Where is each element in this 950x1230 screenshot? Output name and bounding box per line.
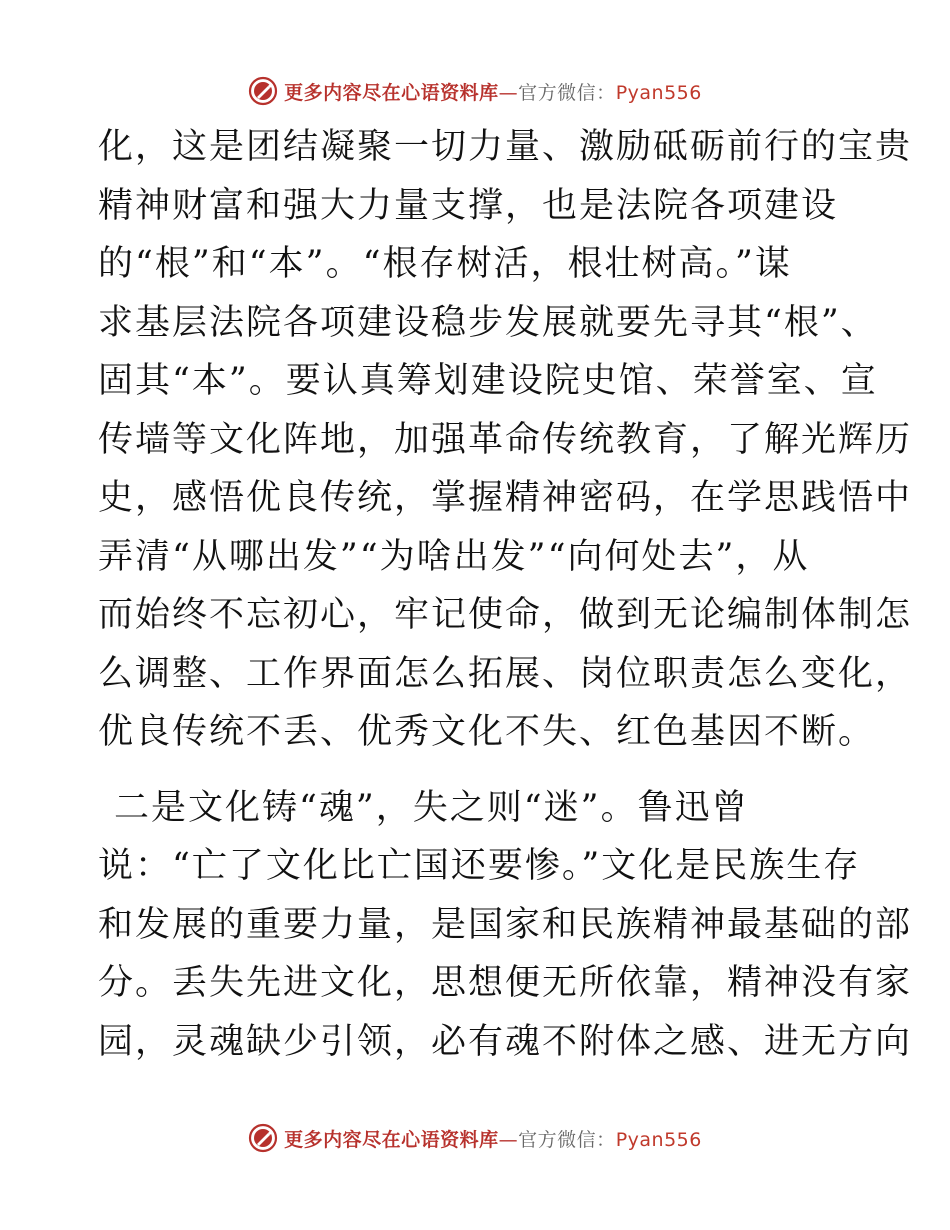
text-line: 说：“亡了文化比亡国还要惨。”文化是民族生存 — [98, 846, 861, 886]
banner-wechat-id: Pyan556 — [615, 1128, 702, 1151]
text-line: 而始终不忘初心，牢记使命，做到无论编制体制怎 — [98, 595, 913, 635]
text-line: 精神财富和强大力量支撑，也是法院各项建设 — [98, 185, 839, 226]
text-line: 优良传统不丢、优秀文化不失、红色基因不断。 — [98, 712, 876, 752]
banner-wechat-id: Pyan556 — [615, 81, 702, 104]
text-line: 传墙等文化阵地，加强革命传统教育，了解光辉历 — [98, 419, 913, 460]
text-line: 求基层法院各项建设稳步发展就要先寻其“根”、 — [98, 302, 878, 343]
text-line: 弄清“从哪出发”“为啥出发”“向何处去”，从 — [98, 536, 810, 577]
text-line: 固其“本”。要认真筹划建设院史馆、荣誉室、宣 — [98, 361, 878, 401]
document-body — [98, 118, 913, 1071]
pen-logo-icon — [248, 1123, 278, 1153]
banner-channel-text: 官方微信： — [518, 1128, 616, 1151]
banner-main-text: 更多内容尽在心语资料库 — [284, 1128, 499, 1151]
text-line: 和发展的重要力量，是国家和民族精神最基础的部 — [98, 904, 913, 945]
text-line: 的“根”和“本”。“根存树活，根壮树高。”谋 — [98, 244, 792, 284]
paragraph-start-line: 二是文化铸“魂”，失之则“迷”。鲁迅曾 — [114, 787, 749, 828]
text-line: 化，这是团结凝聚一切力量、激励砥砺前行的宝贵 — [98, 127, 913, 167]
text-line: 么调整、工作界面怎么拓展、岗位职责怎么变化， — [98, 653, 913, 694]
banner-separator: — — [498, 81, 519, 104]
footer-banner — [0, 1118, 950, 1158]
text-line: 史，感悟优良传统，掌握精神密码，在学思践悟中 — [98, 478, 913, 518]
text-line: 园，灵魂缺少引领，必有魂不附体之感、进无方向 — [98, 1021, 913, 1062]
text-line: 分。丢失先进文化，思想便无所依靠，精神没有家 — [98, 963, 913, 1003]
banner-main-text: 更多内容尽在心语资料库 — [284, 81, 499, 104]
pen-logo-icon — [248, 76, 278, 106]
banner-channel-text: 官方微信： — [518, 81, 616, 104]
banner-separator: — — [498, 1128, 519, 1151]
header-banner — [0, 71, 950, 111]
